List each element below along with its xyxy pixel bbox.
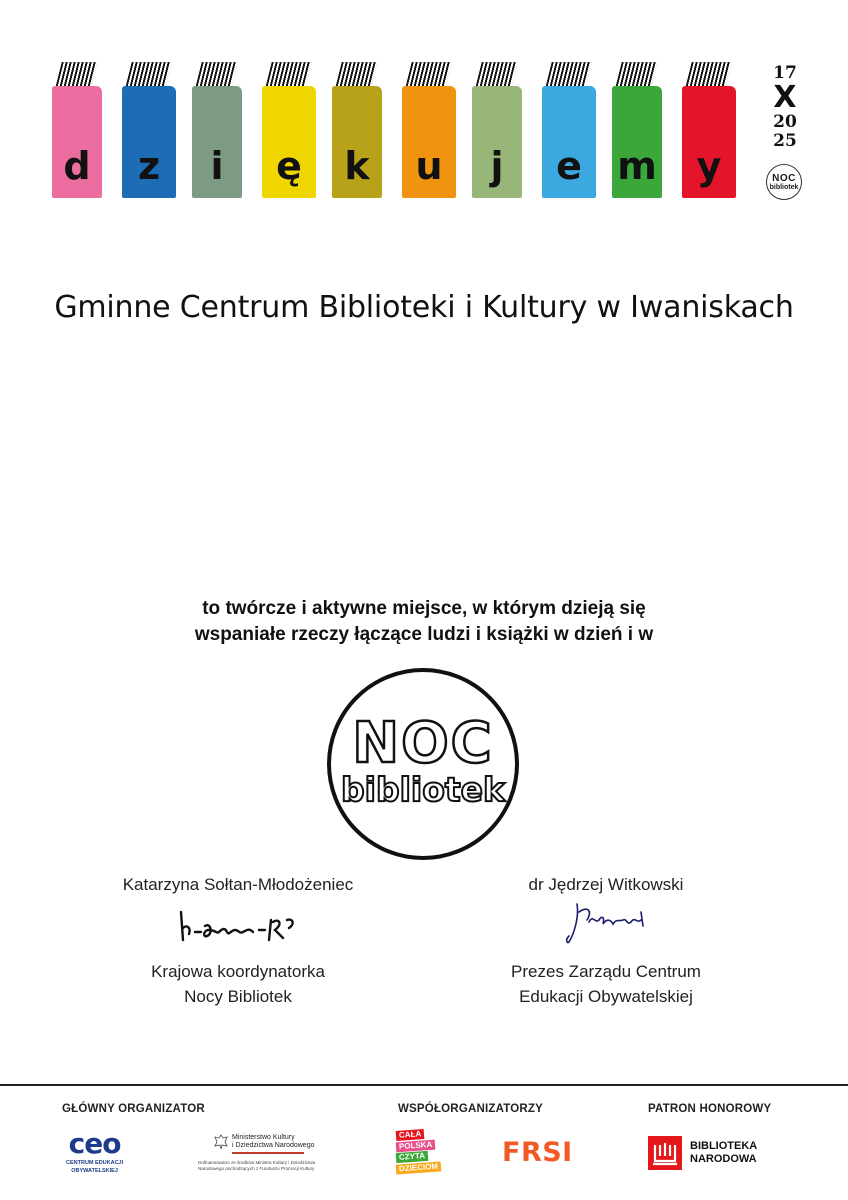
footer-divider xyxy=(0,1084,848,1086)
book-10 xyxy=(682,58,736,198)
bn-line-1: BIBLIOTEKA xyxy=(690,1140,758,1152)
book-4 xyxy=(262,58,316,198)
ministry-name-1: Ministerstwo Kultury xyxy=(232,1134,295,1141)
cpcd-word-3: CZYTA xyxy=(396,1151,429,1163)
label-co-organizers: WSPÓŁORGANIZATORZY xyxy=(398,1103,544,1115)
book-cover xyxy=(402,86,456,198)
signatory-name-left: Katarzyna Sołtan-Młodożeniec xyxy=(122,875,354,894)
ministry-note-1: Dofinansowano ze środków Ministra Kultury i Dziedzictwa xyxy=(198,1160,316,1165)
book-2 xyxy=(122,58,176,198)
label-honorary-patron: PATRON HONOROWY xyxy=(648,1103,772,1115)
cpcd-word-4: DZIECIOM xyxy=(396,1161,442,1174)
signature-block-right xyxy=(456,874,756,1009)
book-letter: i xyxy=(210,144,224,188)
signatory-role-right-2: Edukacji Obywatelskiej xyxy=(519,987,693,1006)
book-cover xyxy=(192,86,242,198)
book-6 xyxy=(402,58,456,198)
cpcd-word-2: POLSKA xyxy=(396,1140,436,1153)
date-day: 17 xyxy=(773,63,797,83)
book-8 xyxy=(542,58,596,198)
biblioteka-narodowa-text xyxy=(690,1140,757,1166)
ceo-sub-2: OBYWATELSKIEJ xyxy=(71,1168,118,1174)
ministry-funding-note xyxy=(198,1160,332,1172)
message-line-2: wspaniałe rzeczy łączące ludzi i książki w dzień i w xyxy=(194,624,654,645)
book-letter: ę xyxy=(276,144,302,188)
cala-polska-czyta-dzieciom-logo xyxy=(396,1130,444,1174)
date-month: X xyxy=(773,80,797,115)
event-date xyxy=(764,64,806,151)
ministry-name-2: i Dziedzictwa Narodowego xyxy=(232,1142,315,1149)
signatory-role-left-1: Krajowa koordynatorka xyxy=(151,962,325,981)
date-year-top: 20 xyxy=(773,112,797,132)
message-line-1: to twórcze i aktywne miejsce, w którym dzieją się xyxy=(202,598,646,619)
dziekujemy-books-banner xyxy=(52,58,752,200)
book-cover xyxy=(682,86,736,198)
mini-logo-bibliotek: bibliotek xyxy=(769,184,799,191)
book-letter: u xyxy=(415,144,443,188)
book-5 xyxy=(332,58,382,198)
ministry-note-2: Narodowego pochodzących z Funduszu Promocji Kultury xyxy=(198,1166,315,1171)
ceo-logo-text: ceo xyxy=(68,1127,121,1160)
book-letter: j xyxy=(490,144,504,188)
book-cover xyxy=(52,86,102,198)
handwritten-signature-left xyxy=(173,898,303,948)
book-letter: k xyxy=(344,144,370,188)
polish-eagle-icon xyxy=(214,1134,228,1150)
book-letter: z xyxy=(137,144,161,188)
thank-you-message xyxy=(0,596,848,648)
book-letter: d xyxy=(63,144,91,188)
signatory-role-right-1: Prezes Zarządu Centrum xyxy=(511,962,701,981)
book-9 xyxy=(612,58,662,198)
noc-bibliotek-logo xyxy=(327,668,519,860)
mini-logo-noc: NOC xyxy=(772,173,796,184)
cpcd-word-1: CAŁA xyxy=(396,1129,425,1141)
book-cover xyxy=(472,86,522,198)
signatory-name-right: dr Jędrzej Witkowski xyxy=(528,875,684,894)
book-3 xyxy=(192,58,242,198)
signature-block-left xyxy=(88,874,388,1009)
ceo-logo xyxy=(66,1127,124,1174)
bn-line-2: NARODOWA xyxy=(690,1153,757,1165)
book-cover xyxy=(332,86,382,198)
book-cover xyxy=(122,86,176,198)
logo-noc-text: NOC xyxy=(352,711,494,776)
date-year-bottom: 25 xyxy=(773,131,797,151)
signatory-role-left-2: Nocy Bibliotek xyxy=(184,987,292,1006)
book-1 xyxy=(52,58,102,198)
ceo-sub-1: CENTRUM EDUKACJI xyxy=(66,1160,124,1166)
book-cover xyxy=(542,86,596,198)
book-cover xyxy=(262,86,316,198)
frsi-logo: FRSI xyxy=(502,1137,573,1168)
logo-bibliotek-text: bibliotek xyxy=(341,770,505,809)
ministry-red-bar xyxy=(232,1152,304,1154)
noc-bibliotek-mini-logo xyxy=(766,164,802,200)
book-letter: m xyxy=(617,144,657,188)
book-letter: e xyxy=(556,144,582,188)
handwritten-signature-right xyxy=(541,898,671,948)
book-cover xyxy=(612,86,662,198)
recipient-title: Gminne Centrum Biblioteki i Kultury w Iwaniskach xyxy=(54,290,794,325)
book-7 xyxy=(472,58,522,198)
ministry-name xyxy=(232,1134,314,1150)
book-letter: y xyxy=(696,144,722,188)
label-main-organizer: GŁÓWNY ORGANIZATOR xyxy=(62,1103,205,1115)
biblioteka-narodowa-emblem-icon xyxy=(648,1136,682,1170)
